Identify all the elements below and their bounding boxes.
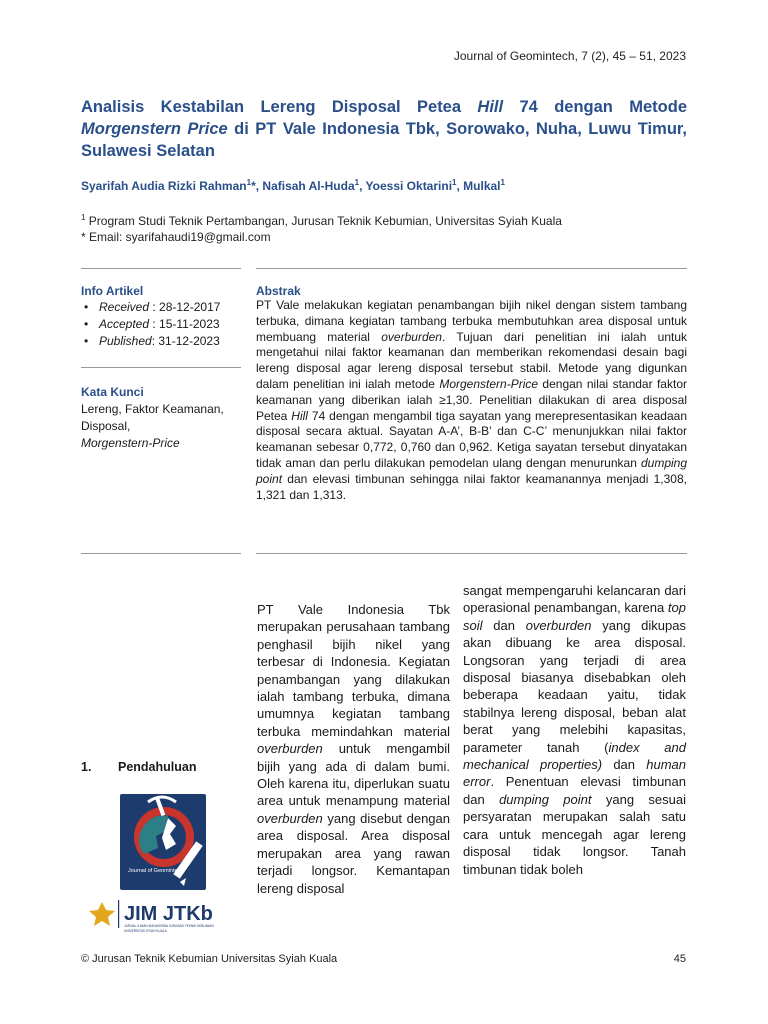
author-list: Syarifah Audia Rizki Rahman$^1$*, Nafisah Al-Huda$^1$, Yoessi Oktarini$^1$, Mulkal$^1$ — [81, 178, 505, 193]
keywords-text: Lereng, Faktor Keamanan, Disposal, Morgenstern-Price — [81, 402, 224, 450]
abstract-text: PT Vale melakukan kegiatan penambangan bijih nikel dengan sistem tambang terbuka, dimana kegiatan tambang terbuka membutuhkan area disposal untuk membuang material overburden. Tujuan dari penelitian ini ialah untuk mengetahui nilai faktor keamanan dan memberikan rekomendasi desain bagi lereng disposal agar lereng disposal tersebut stabil. Metode yang digunkan dalam penelitian ini ialah metode Morgenstern-Price dengan nilai standar faktor keamanan yang diberikan ialah ≥1,30. Penelitian dilakukan di area disposal Petea Hill 74 dengan mengambil tiga sayatan yang merepresentasikan keadaan disposal secara aktual. Sayatan A-A’, B-B’ dan C-C’ menunjukkan nilai faktor keamanan sebesar 0,772, 0,760 dan 0,962. Ketiga sayatan tersebut dinyatakan tidak aman dan perlu dilakukan pemodelan ulang dengan menurunkan dumping point dan elevasi timbunan sehingga nilai faktor keamanannya menjadi 1,308, 1,321 dan 1,313. — [256, 298, 688, 502]
svg-text:UNIVERSITAS SYIAH KUALA: UNIVERSITAS SYIAH KUALA — [124, 929, 167, 933]
footer-copyright: © Jurusan Teknik Kebumian Universitas Syiah Kuala — [81, 953, 338, 965]
svg-text:Journal of Geomintech: Journal of Geomintech — [128, 868, 184, 874]
divider — [81, 268, 241, 269]
body-column-2: sangat mempengaruhi kelancaran dari operasional penambangan, karena top soil dan overburden yang dikupas akan dibuang ke area disposal. Longsoran yang terjadi di area disposal biasanya disebabkan oleh beberapa keadaan yaitu, tidak stabilnya lereng disposal, beban alat berat yang melebihi kapasitas, parameter tanah (index and mechanical properties) dan human error. Penentuan elevasi timbunan dan dumping point yang sesuai persyaratan merupakan salah satu cara untuk mencegah agar lereng disposal tidak longsor. Tanah timbunan tidak boleh — [463, 583, 686, 877]
list-item: • Accepted : 15-11-2023 — [81, 316, 220, 333]
journal-logo — [88, 790, 248, 940]
divider — [81, 553, 241, 554]
divider — [256, 553, 687, 554]
svg-text:JIM JTKb: JIM JTKb — [124, 903, 213, 925]
paper-title: Analisis Kestabilan Lereng Disposal Petea Hill 74 dengan Metode Morgenstern Price di PT Vale Indonesia Tbk, Sorowako, Nuha, Luwu Timur, Sulawesi Selatan — [81, 98, 687, 160]
journal-reference: Journal of Geomintech, 7 (2), 45 – 51, 2023 — [453, 49, 686, 63]
author-name: Yoessi Oktarini — [365, 179, 453, 193]
list-item: • Published: 31-12-2023 — [81, 333, 220, 350]
journal-cover-logo-icon — [88, 790, 248, 940]
divider — [81, 367, 241, 368]
abstract-heading: Abstrak — [256, 284, 301, 298]
author-name: Mulkal — [463, 179, 501, 193]
article-info-heading: Info Artikel — [81, 284, 144, 298]
author-name: Syarifah Audia Rizki Rahman — [81, 179, 247, 193]
list-item: • Received : 28-12-2017 — [81, 299, 220, 316]
author-name: Nafisah Al-Huda — [262, 179, 355, 193]
divider — [256, 268, 687, 269]
page-number: 45 — [673, 953, 686, 965]
svg-text:JURNAL ILMIAH MAHASISWA JURUSA: JURNAL ILMIAH MAHASISWA JURUSAN TEKNIK KEBUMIAN — [124, 924, 214, 928]
body-column-1: PT Vale Indonesia Tbk merupakan perusahaan tambang penghasil bijih nikel yang terbesar di Indonesia. Kegiatan penambangan yang dilakukan ialah tambang terbuka, dimana umumnya kegiatan tambang terbuka memindahkan material overburden untuk mengambil bijih yang ada di dalam bumi. Oleh karena itu, diperlukan suatu area untuk menampung material overburden yang disebut dengan area disposal. Area disposal merupakan area yang rawan terjadi longsor. Kemantapan lereng disposal — [257, 602, 450, 896]
article-info-list — [81, 299, 220, 350]
corresponding-email: * Email: syarifahaudi19@gmail.com — [81, 230, 271, 244]
section-heading: 1. Pendahuluan — [81, 760, 197, 774]
affiliation-block — [81, 210, 562, 245]
affiliation: $^1$ Program Studi Teknik Pertambangan, Jurusan Teknik Kebumian, Universitas Syiah Kuala — [81, 213, 562, 228]
keywords-heading: Kata Kunci — [81, 385, 144, 399]
